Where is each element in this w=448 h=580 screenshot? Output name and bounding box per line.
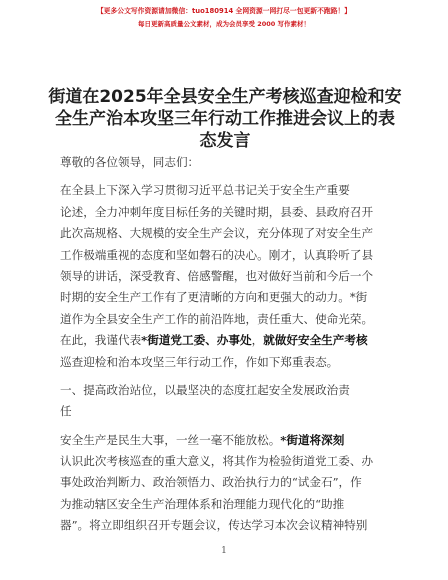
paragraph-line: 道作为全县安全生产工作的前沿阵地，责任重大、使命光荣。 [60,311,374,326]
paragraph-2 [60,430,388,537]
paragraph-line [60,330,388,351]
paragraph-line: 时期的安全生产工作有了更清晰的方向和更强大的动力。*街 [60,290,368,305]
text-run: 安全生产是民生大事，一丝一毫不能放松。 [60,432,281,447]
section-heading-1 [60,380,388,423]
paragraph-line: 为推动辖区安全生产治理体系和治理能力现代化的“助推 [60,496,345,511]
text-run: ， [251,333,264,348]
paragraph-line: 认识此次考核巡查的重大意义，将其作为检验街道党工委、办 [60,454,374,469]
paragraph-line: 事处政治判断力、政治领悟力、政治执行力的“试金石”，作 [60,475,362,490]
paragraph-line: 巡查迎检和治本攻坚三年行动工作，作如下郑重表态。 [60,354,339,369]
paragraph-line: 在全县上下深入学习贯彻习近平总书记关于安全生产重要 [60,183,350,198]
document-title [44,86,406,152]
promo-line-1: 【更多公文写作资源请加微信：tuo180914 全网资源一网打尽一包更新不跑路！】 [96,7,352,15]
emphasis-text: *街道将深刻 [280,432,345,447]
document-body [60,152,388,537]
paragraph-1 [60,180,388,373]
paragraph-line: 领导的讲话，深受教育、倍感警醒，也对做好当前和今后一个 [60,268,374,283]
title-line-3: 态发言 [199,131,251,151]
promo-banner [0,5,448,31]
heading-line: 任 [60,404,72,419]
paragraph-line: 工作极端重视的态度和坚如磐石的决心。刚才，认真聆听了县 [60,247,374,262]
paragraph-line [60,430,388,451]
emphasis-text: *街道党工委、办事处 [141,333,252,348]
salutation: 尊敬的各位领导，同志们： [60,155,200,169]
paragraph-line: 此次高规格、大规模的安全生产会议，充分体现了对安全生产 [60,226,374,241]
paragraph-line: 论述，全力冲刺年度目标任务的关键时期，县委、县政府召开 [60,204,374,219]
title-line-2: 全生产治本攻坚三年行动工作推进会议上的表 [55,109,395,129]
paragraph-line: 器”。将立即组织召开专题会议，传达学习本次会议精神特别 [60,518,368,533]
promo-line-2: 每日更新高质量公文素材，成为会员享受 2000 写作素材！ [137,20,311,28]
page-number: 1 [221,546,227,556]
heading-line: 一、提高政治站位，以最坚决的态度扛起安全发展政治责 [60,382,350,397]
text-run: 在此，我谨代表 [60,333,142,348]
emphasis-text: 就做好安全生产考核 [263,333,368,348]
title-line-1: 街道在2025年全县安全生产考核巡查迎检和安 [48,87,402,107]
